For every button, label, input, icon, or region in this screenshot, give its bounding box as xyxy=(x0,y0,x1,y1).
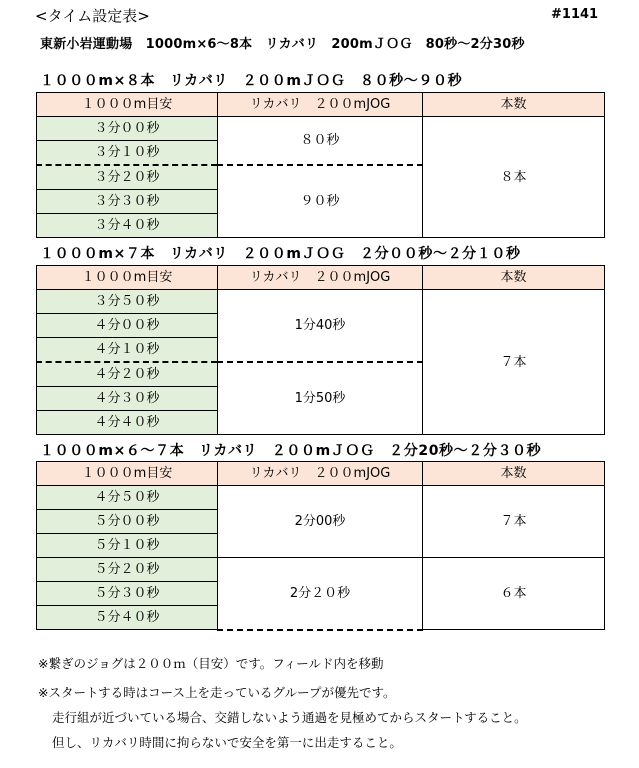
table-row xyxy=(37,486,605,510)
pace-cell: ５分１０秒 xyxy=(37,534,218,558)
pace-cell: ４分３０秒 xyxy=(37,387,218,411)
pace-cell: ５分００秒 xyxy=(37,510,218,534)
recovery-cell: ９０秒 xyxy=(218,165,423,238)
section-2-heading: １０００m×７本 リカバリ ２００mＪＯＧ ２分００秒～２分１０秒 xyxy=(40,246,521,262)
document-number: #1141 xyxy=(551,7,599,22)
column-header-pace: １０００m目安 xyxy=(37,266,218,290)
recovery-cell: 2分00秒 xyxy=(218,486,423,558)
recovery-cell: 2分２０秒 xyxy=(218,558,423,630)
recovery-cell: ８０秒 xyxy=(218,117,423,166)
reps-cell: ８本 xyxy=(423,117,605,238)
pace-cell: ３分２０秒 xyxy=(37,165,218,190)
column-header-recovery: リカバリ ２００mJOG xyxy=(218,462,423,486)
note-jog: ※繋ぎのジョグは２００ｍ（目安）です。フィールド内を移動 xyxy=(38,656,384,671)
column-header-reps: 本数 xyxy=(423,93,605,117)
section-3-table xyxy=(36,461,605,631)
column-header-recovery: リカバリ ２００mJOG xyxy=(218,266,423,290)
section-2-table xyxy=(36,265,605,435)
recovery-cell: 1分40秒 xyxy=(218,290,423,363)
table-row xyxy=(37,290,605,314)
note-crossing: 走行組が近づいている場合、交錯しないよう通過を見極めてからスタートすること。 xyxy=(52,710,527,725)
pace-cell: ５分４０秒 xyxy=(37,606,218,630)
pace-cell: ３分５０秒 xyxy=(37,290,218,314)
page-title: <タイム設定表> xyxy=(35,7,150,25)
pace-cell: ５分２０秒 xyxy=(37,558,218,582)
pace-cell: ３分３０秒 xyxy=(37,190,218,214)
column-header-reps: 本数 xyxy=(423,462,605,486)
pace-cell: ４分００秒 xyxy=(37,314,218,338)
column-header-reps: 本数 xyxy=(423,266,605,290)
note-priority: ※スタートする時はコース上を走っているグループが優先です。 xyxy=(38,685,396,700)
pace-cell: ３分４０秒 xyxy=(37,214,218,238)
pace-cell: ３分００秒 xyxy=(37,117,218,141)
pace-cell: ３分１０秒 xyxy=(37,141,218,166)
table-header-row xyxy=(37,462,605,486)
table-header-row xyxy=(37,266,605,290)
column-header-pace: １０００m目安 xyxy=(37,462,218,486)
note-safety: 但し、リカバリ時間に拘らないで安全を第一に出走すること。 xyxy=(52,735,402,750)
page-subtitle: 東新小岩運動場 1000m×6～8本 リカバリ 200mＪＯＧ 80秒～2分30秒 xyxy=(40,37,525,52)
reps-cell: ７本 xyxy=(423,486,605,558)
pace-cell: ４分５０秒 xyxy=(37,486,218,510)
table-row xyxy=(37,117,605,141)
column-header-pace: １０００m目安 xyxy=(37,93,218,117)
recovery-cell: 1分50秒 xyxy=(218,362,423,435)
section-3-heading: １０００m×６～７本 リカバリ ２００mＪＯＧ ２分20秒～２分３０秒 xyxy=(40,443,542,459)
reps-cell: ７本 xyxy=(423,290,605,435)
section-1-table xyxy=(36,92,605,238)
section-1-heading: １０００m×８本 リカバリ ２００mＪＯＧ ８０秒～９０秒 xyxy=(40,73,463,89)
column-header-recovery: リカバリ ２００mJOG xyxy=(218,93,423,117)
pace-cell: ５分３０秒 xyxy=(37,582,218,606)
pace-cell: ４分２０秒 xyxy=(37,362,218,387)
pace-cell: ４分４０秒 xyxy=(37,411,218,435)
reps-cell: ６本 xyxy=(423,558,605,630)
table-row xyxy=(37,558,605,582)
pace-cell: ４分１０秒 xyxy=(37,338,218,363)
table-header-row xyxy=(37,93,605,117)
